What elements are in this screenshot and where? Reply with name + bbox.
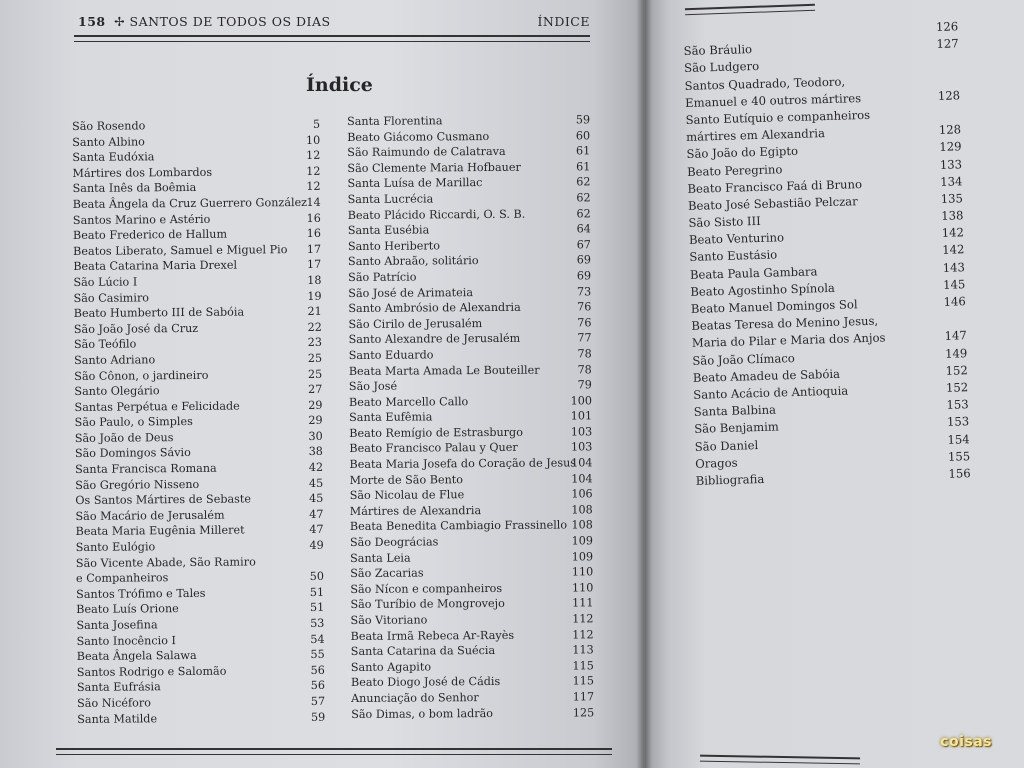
entry-title: Bibliografia (695, 471, 765, 488)
footer-rule (56, 748, 612, 755)
entry-title: Santa Eufrásia (76, 680, 161, 695)
entry-title: Beata Paula Gambara (689, 263, 818, 282)
entry-page-number: 133 (939, 156, 963, 172)
entry-page-number: 23 (307, 336, 323, 350)
entry-title: Beato Humberto III de Sabóia (73, 305, 245, 321)
bottom-rule (700, 755, 860, 765)
entry-page-number: 47 (309, 507, 324, 521)
index-entry (349, 362, 592, 379)
index-entry (350, 487, 593, 504)
entry-page-number: 78 (577, 362, 592, 376)
entry-title: Santa Luísa de Marillac (347, 176, 483, 191)
entry-page-number: 146 (943, 294, 966, 309)
watermark-logo: coisas (940, 734, 992, 750)
index-entry (348, 190, 591, 207)
entry-page-number: 29 (308, 414, 323, 428)
entry-page-number: 125 (572, 705, 595, 720)
entry-page-number: 38 (308, 445, 323, 459)
entry-title: Santos Quadrado, Teodoro, (684, 74, 846, 93)
entry-title: São Nícon e companheiros (350, 581, 503, 596)
entry-page-number: 62 (576, 206, 591, 220)
entry-title: São Deográcias (349, 535, 439, 550)
entry-page-number: 56 (310, 663, 325, 677)
entry-page-number: 29 (308, 398, 323, 412)
entry-page-number: 111 (572, 596, 594, 610)
top-rule (685, 4, 815, 16)
entry-page-number: 17 (306, 242, 322, 256)
entry-title: Santo Eulógio (75, 540, 156, 555)
entry-page-number: 152 (945, 362, 968, 378)
entry-page-number: 149 (944, 345, 968, 361)
index-title: Índice (306, 74, 373, 96)
entry-title: Beata Ângela da Cruz Guerrero González (72, 195, 308, 211)
index-entry (349, 440, 592, 457)
entry-page-number: 12 (306, 149, 321, 163)
index-column-3 (683, 18, 971, 490)
entry-page-number: 61 (576, 160, 591, 174)
entry-page-number: 53 (310, 616, 325, 630)
entry-page-number: 60 (575, 128, 591, 142)
entry-title: São Turíbio de Mongrovejo (350, 597, 505, 612)
entry-page-number: 61 (575, 144, 591, 158)
index-entry (349, 377, 592, 394)
entry-title: Beato Remígio de Estrasburgo (349, 425, 523, 440)
entry-title: São Vicente Abade, São Ramiro (75, 555, 256, 570)
entry-page-number: 154 (947, 431, 970, 447)
index-entry (349, 346, 592, 363)
entry-title: Beata Irmã Rebeca Ar-Rayès (350, 628, 515, 643)
section-label: ÍNDICE (537, 14, 590, 29)
entry-page-number: 22 (307, 320, 322, 334)
entry-title: São Bráulio (683, 42, 753, 59)
entry-page-number: 5 (312, 117, 321, 131)
index-entry (351, 642, 594, 659)
entry-page-number: 69 (576, 269, 592, 283)
index-entry (350, 518, 593, 535)
index-entry (351, 658, 594, 675)
entry-page-number: 156 (948, 466, 971, 481)
index-entry (349, 393, 592, 410)
entry-page-number: 76 (577, 300, 592, 314)
entry-title: Santo Albino (72, 134, 145, 149)
entry-page-number: 108 (571, 518, 593, 532)
index-entry (351, 627, 594, 644)
index-entry (348, 268, 591, 285)
entry-page-number: 152 (945, 380, 969, 395)
entry-title: Santa Eusébia (347, 223, 430, 238)
index-entry (347, 112, 590, 129)
entry-title: Santo Acácio de Antioquia (693, 383, 849, 402)
entry-title: São Paulo, o Simples (74, 415, 193, 430)
entry-page-number: 57 (310, 694, 326, 708)
entry-title: Santa Matilde (77, 711, 158, 726)
entry-title: Santo Heriberto (347, 239, 440, 253)
index-entry (349, 455, 592, 472)
entry-title: São João Clímaco (692, 350, 795, 368)
entry-page-number: 67 (576, 238, 591, 252)
entry-title: Beata Maria Josefa do Coração de Jesus (349, 456, 577, 472)
index-entry (350, 471, 593, 488)
entry-title: Morte de São Bento (349, 472, 464, 487)
entry-page-number: 59 (575, 113, 591, 127)
entry-title: Santa Inês da Boêmia (72, 181, 197, 196)
entry-title: São João de Deus (74, 431, 174, 445)
entry-title: Santo Inocêncio I (76, 633, 176, 648)
entry-title: São Cônon, o jardineiro (74, 368, 209, 383)
entry-page-number: 25 (307, 351, 323, 365)
entry-title: Santo Alexandre de Jerusalém (348, 332, 521, 347)
index-entry (351, 689, 594, 706)
entry-title: Os Santos Mártires de Sebaste (75, 492, 252, 508)
entry-page-number: 64 (576, 222, 591, 236)
entry-page-number: 147 (944, 328, 967, 344)
entry-title: São Daniel (694, 437, 759, 454)
entry-page-number: 135 (940, 191, 964, 206)
index-entry (349, 409, 592, 426)
entry-page-number: 55 (310, 648, 325, 662)
index-entry (350, 533, 593, 550)
index-entry (349, 331, 592, 348)
entry-page-number: 16 (306, 211, 321, 225)
index-entry (348, 299, 591, 316)
entry-page-number: 17 (306, 258, 322, 272)
entry-title: São João do Egipto (686, 144, 799, 162)
entry-page-number: 12 (306, 164, 321, 178)
index-entry (351, 705, 594, 722)
entry-page-number: 153 (946, 414, 970, 430)
entry-title: Beato José Sebastião Pelczar (687, 194, 858, 213)
entry-title: Emanuel e 40 outros mártires (684, 90, 862, 110)
entry-page-number: 45 (308, 476, 324, 490)
entry-page-number: 106 (571, 487, 593, 501)
entry-page-number: 104 (571, 471, 593, 486)
index-entry (350, 580, 593, 597)
entry-title: Santa Lucrécia (347, 192, 434, 206)
entry-title: Beata Ângela Salawa (76, 649, 197, 664)
entry-title: Beato Venturino (688, 230, 785, 248)
entry-page-number: 73 (576, 284, 592, 298)
entry-page-number: 115 (572, 659, 594, 673)
index-entry (347, 159, 590, 176)
entry-page-number: 42 (308, 460, 324, 475)
entry-title: Beato Giácomo Cusmano (347, 129, 490, 144)
entry-title: Santa Francisca Romana (75, 461, 217, 477)
index-entry (348, 206, 591, 223)
index-entry (347, 175, 590, 192)
entry-title: São Teófilo (73, 337, 137, 352)
entry-page-number: 45 (309, 492, 324, 506)
entry-page-number: 14 (306, 195, 321, 209)
entry-page-number: 103 (570, 440, 593, 454)
ornament-icon: ✢ (114, 14, 126, 29)
entry-title: Santos Rodrigo e Salomão (76, 664, 227, 679)
entry-page-number: 145 (942, 277, 966, 292)
index-entry (348, 221, 591, 238)
index-entry (77, 709, 325, 727)
entry-title: São José (348, 379, 398, 394)
entry-page-number: 155 (947, 448, 971, 464)
entry-title: Santos Trófimo e Tales (76, 586, 206, 601)
page-number: 158 (78, 14, 106, 29)
entry-title: Beato Francisco Faá di Bruno (687, 176, 863, 196)
entry-title: Beata Benedita Cambiagio Frassinello (349, 518, 568, 534)
entry-page-number: 12 (306, 180, 321, 194)
entry-page-number: 113 (572, 643, 594, 657)
entry-page-number: 100 (570, 393, 593, 408)
entry-page-number: 126 (935, 19, 959, 34)
entry-title: São Benjamim (694, 419, 780, 437)
entry-page-number: 112 (572, 627, 594, 642)
entry-page-number: 101 (570, 409, 593, 423)
entry-title: Beata Marta Amada Le Bouteiller (348, 363, 540, 378)
entry-title: Santa Leia (350, 551, 411, 565)
entry-page-number: 142 (942, 242, 965, 258)
entry-title: Santo Olegário (74, 384, 160, 399)
entry-page-number: 134 (940, 173, 963, 189)
entry-title: São Rosendo (72, 119, 146, 133)
entry-page-number: 153 (946, 397, 969, 412)
entry-title: Beato Francisco Palau y Quer (349, 441, 518, 456)
entry-page-number: 78 (577, 347, 592, 361)
entry-title: São Clemente Maria Hofbauer (347, 160, 521, 175)
entry-title: Santo Eduardo (348, 348, 434, 362)
entry-page-number: 76 (577, 316, 592, 330)
entry-title: Beatos Liberato, Samuel e Miguel Pio (73, 242, 288, 258)
running-title: SANTOS DE TODOS OS DIAS (129, 14, 331, 29)
entry-title: São Cirilo de Jerusalém (348, 316, 483, 331)
entry-page-number: 62 (576, 175, 591, 189)
entry-title: Beato Marcello Callo (348, 394, 469, 409)
entry-title: Beato Amadeu de Sabóia (692, 366, 841, 385)
entry-title: São Nicéforo (77, 696, 151, 710)
entry-page-number: 51 (309, 601, 325, 615)
entry-title: Beato Luís Orione (76, 602, 179, 617)
entry-page-number: 77 (577, 331, 592, 345)
entry-title: São João José da Cruz (73, 321, 199, 336)
entry-title: Santo Eustásio (689, 247, 778, 265)
entry-title: Santo Abraão, solitário (347, 254, 479, 269)
index-entry (350, 596, 593, 613)
entry-title: Santos Marino e Astério (72, 212, 211, 227)
index-entry (350, 502, 593, 519)
entry-page-number: 127 (936, 36, 959, 52)
entry-page-number: 19 (307, 289, 322, 303)
entry-title: Santo Ambrósio de Alexandria (348, 300, 521, 316)
entry-title: São Dimas, o bom ladrão (351, 706, 494, 721)
entry-title: e Companheiros (75, 571, 169, 586)
entry-title: São Zacarias (350, 566, 424, 581)
entry-title: Santo Adriano (74, 353, 156, 367)
entry-title: São Patrício (348, 270, 417, 284)
entry-title: Maria do Pilar e Maria dos Anjos (691, 330, 886, 351)
entry-title: Santa Florentina (347, 114, 443, 128)
entry-page-number: 110 (571, 581, 594, 595)
entry-title: São José de Arimateia (348, 285, 474, 300)
entry-page-number: 128 (937, 88, 961, 103)
entry-title: São Sisto III (688, 213, 761, 230)
index-column-1 (72, 117, 325, 727)
entry-title: São Ludgero (683, 59, 760, 76)
entry-page-number: 108 (571, 503, 593, 517)
entry-page-number: 21 (307, 304, 322, 319)
entry-page-number: 110 (571, 565, 594, 579)
entry-page-number: 143 (942, 259, 966, 275)
book-gutter (636, 0, 652, 768)
header-rule (74, 35, 590, 42)
entry-page-number: 109 (571, 549, 594, 564)
entry-page-number: 104 (571, 456, 593, 470)
entry-title: São Macário de Jerusalém (75, 508, 225, 523)
entry-title: Santa Balbina (693, 402, 777, 419)
entry-page-number: 117 (572, 690, 595, 704)
entry-page-number: 79 (577, 378, 592, 392)
index-entry (349, 424, 592, 441)
entry-title: Mártires dos Lombardos (72, 165, 213, 180)
entry-title: São Domingos Sávio (74, 446, 191, 461)
entry-title: Santa Josefina (76, 618, 158, 632)
entry-title: Mártires de Alexandria (349, 503, 482, 518)
entry-page-number: 62 (576, 191, 591, 205)
entry-page-number: 18 (307, 273, 322, 287)
entry-title: São Lúcio I (73, 275, 138, 289)
entry-title: Beata Maria Eugênia Milleret (75, 523, 245, 539)
index-entry (348, 284, 591, 301)
entry-page-number: 112 (572, 612, 594, 626)
index-entry (350, 611, 593, 628)
entry-title: Anunciação do Senhor (351, 691, 479, 705)
entry-title: Santas Perpétua e Felicidade (74, 399, 240, 414)
entry-title: São Vitoriano (350, 613, 428, 627)
index-entry (348, 253, 591, 270)
entry-title: Beato Agostinho Spínola (690, 280, 836, 299)
entry-title: São Nicolau de Flue (349, 488, 465, 503)
entry-page-number: 25 (307, 367, 323, 381)
entry-page-number: 59 (310, 710, 326, 724)
entry-title: Beatas Teresa do Menino Jesus, (691, 313, 879, 334)
entry-page-number: 16 (306, 226, 322, 241)
entry-title: Beata Catarina Maria Drexel (73, 258, 238, 274)
index-entry (347, 143, 590, 160)
entry-page-number: 103 (570, 425, 593, 439)
entry-page-number: 54 (310, 632, 325, 646)
entry-page-number: 27 (308, 382, 323, 397)
entry-page-number: 51 (309, 585, 325, 599)
entry-title: São Gregório Nisseno (75, 477, 200, 492)
entry-page-number: 142 (941, 225, 965, 241)
entry-page-number: 47 (309, 523, 324, 537)
entry-title: Beato Peregrino (686, 161, 783, 179)
entry-page-number: 128 (938, 122, 962, 138)
index-entry (348, 237, 591, 254)
entry-title: São Casimiro (73, 290, 150, 305)
index-entry (350, 565, 593, 582)
entry-page-number: 109 (571, 534, 594, 548)
entry-title: Beato Plácido Riccardi, O. S. B. (347, 207, 526, 222)
running-header (78, 14, 590, 29)
index-entry (348, 315, 591, 332)
entry-title: mártires em Alexandria (685, 126, 826, 145)
index-entry (347, 128, 590, 145)
index-entry (350, 549, 593, 566)
entry-title: Oragos (695, 455, 738, 471)
entry-page-number: 30 (308, 429, 323, 443)
entry-page-number: 129 (939, 139, 962, 155)
entry-title: São Raimundo de Calatrava (347, 145, 506, 160)
entry-page-number: 138 (941, 208, 964, 223)
entry-title: Santa Eudóxia (72, 150, 155, 165)
entry-title: Santa Eufêmia (349, 410, 433, 425)
entry-title: Beato Manuel Domingos Sol (690, 297, 858, 316)
entry-page-number: 50 (309, 570, 325, 584)
entry-page-number: 69 (576, 253, 592, 267)
entry-title: Beato Diogo José de Cádis (350, 675, 501, 690)
index-entry (351, 674, 594, 691)
entry-title: Santa Catarina da Suécia (350, 644, 496, 659)
entry-title: Santo Eutíquio e companheiros (685, 107, 871, 127)
entry-page-number: 49 (309, 538, 324, 552)
entry-page-number: 10 (305, 133, 321, 147)
entry-title: Santo Agapito (350, 660, 432, 674)
entry-title: Beato Frederico de Hallum (72, 227, 228, 243)
entry-page-number: 115 (572, 674, 595, 688)
index-column-2 (347, 112, 594, 722)
entry-page-number: 56 (310, 679, 326, 693)
